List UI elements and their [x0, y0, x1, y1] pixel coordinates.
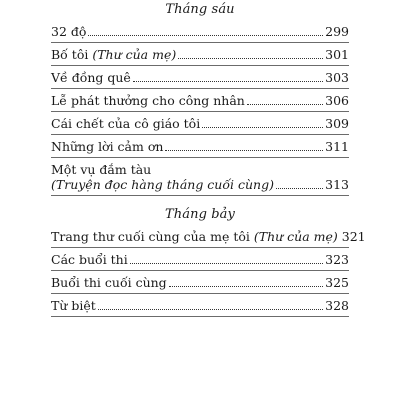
toc-list-june: [51, 20, 349, 196]
leader-dots: [133, 75, 323, 82]
toc-list-july: [51, 225, 366, 317]
toc-entry[interactable]: [51, 248, 349, 271]
toc-entry[interactable]: [51, 112, 349, 135]
entry-title: Từ biệt: [51, 298, 96, 313]
page-number: 301: [325, 47, 349, 62]
page-number: 306: [325, 93, 349, 108]
leader-dots: [178, 52, 323, 59]
entry-title: Các buổi thi: [51, 252, 128, 267]
entry-title: Những lời cảm ơn: [51, 139, 164, 154]
entry-title: Về đồng quê: [51, 70, 131, 85]
page-number: 309: [325, 116, 349, 131]
toc-entry[interactable]: [51, 89, 349, 112]
leader-dots: [130, 257, 323, 264]
leader-dots: [98, 303, 323, 310]
page-number: 323: [325, 252, 349, 267]
entry-note: (Thư của mẹ): [92, 47, 177, 62]
leader-dots: [88, 29, 323, 36]
entry-subtitle: (Truyện đọc hàng tháng cuối cùng): [51, 177, 274, 192]
leader-dots: [165, 144, 323, 151]
entry-title: Bố tôi: [51, 47, 93, 62]
section-title-july: Tháng bảy: [165, 207, 235, 222]
toc-entry[interactable]: [51, 225, 366, 248]
page-number: 313: [325, 177, 349, 192]
entry-title: Buổi thi cuối cùng: [51, 275, 167, 290]
entry-title: 32 độ: [51, 24, 87, 39]
leader-dots: [276, 182, 323, 189]
page-number: 328: [325, 298, 349, 313]
toc-entry[interactable]: [51, 20, 349, 43]
leader-dots: [169, 280, 323, 287]
page-number: 311: [325, 139, 349, 154]
page-number: 303: [325, 70, 349, 85]
leader-dots: [247, 98, 323, 105]
toc-entry[interactable]: [51, 43, 349, 66]
page-number: 325: [325, 275, 349, 290]
section-title-june: Tháng sáu: [165, 2, 235, 17]
toc-entry[interactable]: [51, 294, 349, 317]
page-number: 299: [325, 24, 349, 39]
entry-title: Một vụ đắm tàu: [51, 162, 152, 177]
toc-entry[interactable]: [51, 158, 349, 196]
toc-entry[interactable]: [51, 271, 349, 294]
entry-title: Lễ phát thưởng cho công nhân: [51, 93, 245, 108]
entry-title: Cái chết của cô giáo tôi: [51, 116, 201, 131]
toc-entry[interactable]: [51, 66, 349, 89]
entry-title: Trang thư cuối cùng của mẹ tôi: [51, 229, 254, 244]
page-number: 321: [341, 229, 366, 244]
toc-entry[interactable]: [51, 135, 349, 158]
leader-dots: [202, 121, 323, 128]
entry-note: (Thư của mẹ): [253, 229, 338, 244]
